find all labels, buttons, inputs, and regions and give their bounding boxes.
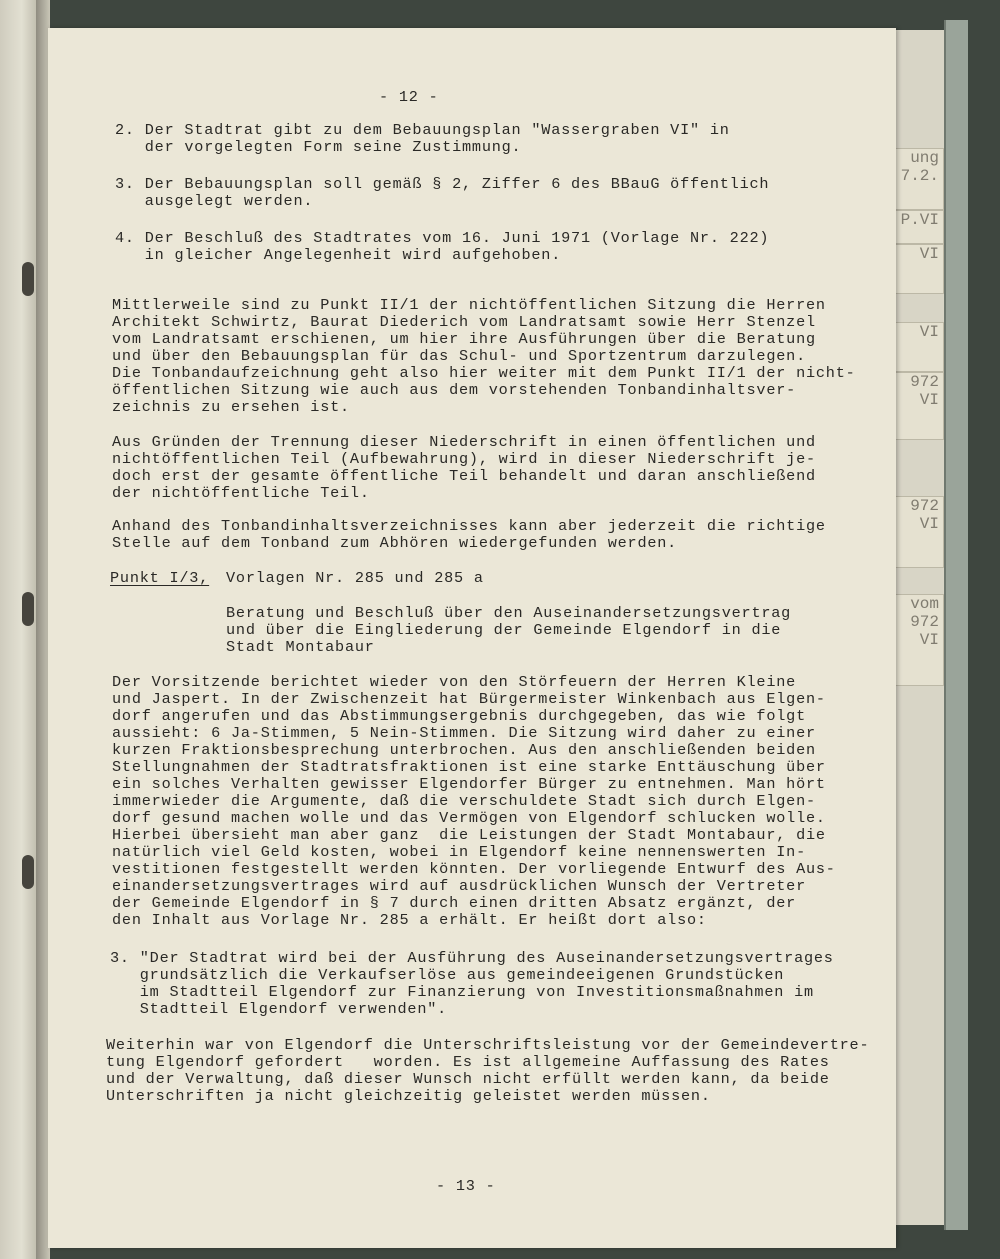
resolution-item-2: 2. Der Stadtrat gibt zu dem Bebauungsplan "Wassergraben VI" in der vorgelegten Form seine Zustimmung.: [115, 121, 730, 156]
facing-page-edge: [0, 0, 36, 1259]
document-page: [48, 28, 896, 1248]
index-tab: VI: [896, 322, 944, 372]
resolution-item-3: 3. Der Bebauungsplan soll gemäß § 2, Ziffer 6 des BBauG öffentlich ausgelegt werden.: [115, 175, 770, 210]
paragraph-tonband-fortsetzung: Mittlerweile sind zu Punkt II/1 der nichtöffentlichen Sitzung die Herren Architekt Schwirtz, Baurat Diederich vom Landratsamt sowie Herr Stenzel vom Landratsamt erschienen, um hier ihre Ausführungen über die Beratung und über den Bebauungsplan für das Schul- und Sportzentrum darzulegen. Die Tonbandaufzeichnung geht also hier weiter mit dem Punkt II/1 der nicht- öffentlichen Sitzung wie auch aus dem vorstehenden Tonbandinhaltsver- zeichnis zu ersehen ist.: [112, 296, 856, 416]
index-tab: vom 972 VI: [896, 594, 944, 686]
punch-hole: [22, 592, 34, 626]
paragraph-bericht: Der Vorsitzende berichtet wieder von den Störfeuern der Herren Kleine und Jaspert. In der Zwischenzeit hat Bürgermeister Winkenbach aus Elgen- dorf angerufen und das Abstimmungsergebnis durchgegeben, das wie folgt aussieht: 6 Ja-Stimmen, 5 Nein-Stimmen. Die Sitzung wird daher zu einer kurzen Fraktionsbesprechung unterbrochen. Aus den anschließenden beiden Stellungnahmen der Stadtratsfraktionen ist eine starke Enttäuschung über ein solches Verhalten gewisser Elgendorfer Bürger zu entnehmen. Man hört immerwieder die Argumente, daß die verschuldete Stadt sich durch Elgen- dorf gesund machen wolle und das Vermögen von Elgendorf schlucken wolle. Hierbei übersieht man aber ganz die Leistungen der Stadt Montabaur, die natürlich viel Geld kosten, wobei in Elgendorf keine nennenswerten In- vestitionen festgestellt werden könnten. Der vorliegende Entwurf des Aus- einandersetzungsvertrages wird auf ausdrücklichen Wunsch der Vertreter der Gemeinde Elgendorf in § 7 durch einen dritten Absatz ergänzt, der den Inhalt aus Vorlage Nr. 285 a erhält. Er heißt dort also:: [112, 673, 836, 929]
index-tab: 972 VI: [896, 372, 944, 440]
paragraph-tonbandverzeichnis: Anhand des Tonbandinhaltsverzeichnisses kann aber jederzeit die richtige Stelle auf dem Tonband zum Abhören wiedergefunden werden.: [112, 517, 826, 552]
index-tab: VI: [896, 244, 944, 294]
quoted-clause-3: 3. "Der Stadtrat wird bei der Ausführung des Auseinandersetzungsvertrages grundsätzlich die Verkaufserlöse aus gemeindeeigenen Grundstücken im Stadtteil Elgendorf zur Finanzierung von Investitionsmaßnahmen im Stadtteil Elgendorf verwenden".: [110, 949, 834, 1018]
index-tab: 972 VI: [896, 496, 944, 568]
agenda-item-subject: Beratung und Beschluß über den Auseinandersetzungsvertrag und über die Eingliederung der Gemeinde Elgendorf in die Stadt Montabaur: [226, 604, 792, 656]
index-tab: P.VI: [896, 210, 944, 244]
binder-cover-edge: [944, 20, 968, 1230]
page-number-header: - 12 -: [379, 88, 439, 106]
agenda-item-label: Punkt I/3,: [110, 569, 210, 587]
paragraph-unterschrift: Weiterhin war von Elgendorf die Unterschriftsleistung vor der Gemeindevertre- tung Elgendorf gefordert worden. Es ist allgemeine Auffassung des Rates und der Verwaltung, daß dieser Wunsch nicht erfüllt werden kann, da beide Unterschriften ja nicht gleichzeitig geleistet werden müssen.: [106, 1036, 870, 1105]
resolution-item-4: 4. Der Beschluß des Stadtrates vom 16. Juni 1971 (Vorlage Nr. 222) in gleicher Angelegenheit wird aufgehoben.: [115, 229, 770, 264]
index-tab: ung 7.2.: [896, 148, 944, 210]
agenda-item-vorlagen: Vorlagen Nr. 285 und 285 a: [226, 569, 484, 587]
punch-hole: [22, 855, 34, 889]
punch-hole: [22, 262, 34, 296]
paragraph-trennung: Aus Gründen der Trennung dieser Niederschrift in einen öffentlichen und nichtöffentlichen Teil (Aufbewahrung), wird in dieser Niederschrift je- doch erst der gesamte öffentliche Teil behandelt und daran anschließend der nichtöffentliche Teil.: [112, 433, 816, 502]
page-number-footer: - 13 -: [436, 1177, 496, 1195]
